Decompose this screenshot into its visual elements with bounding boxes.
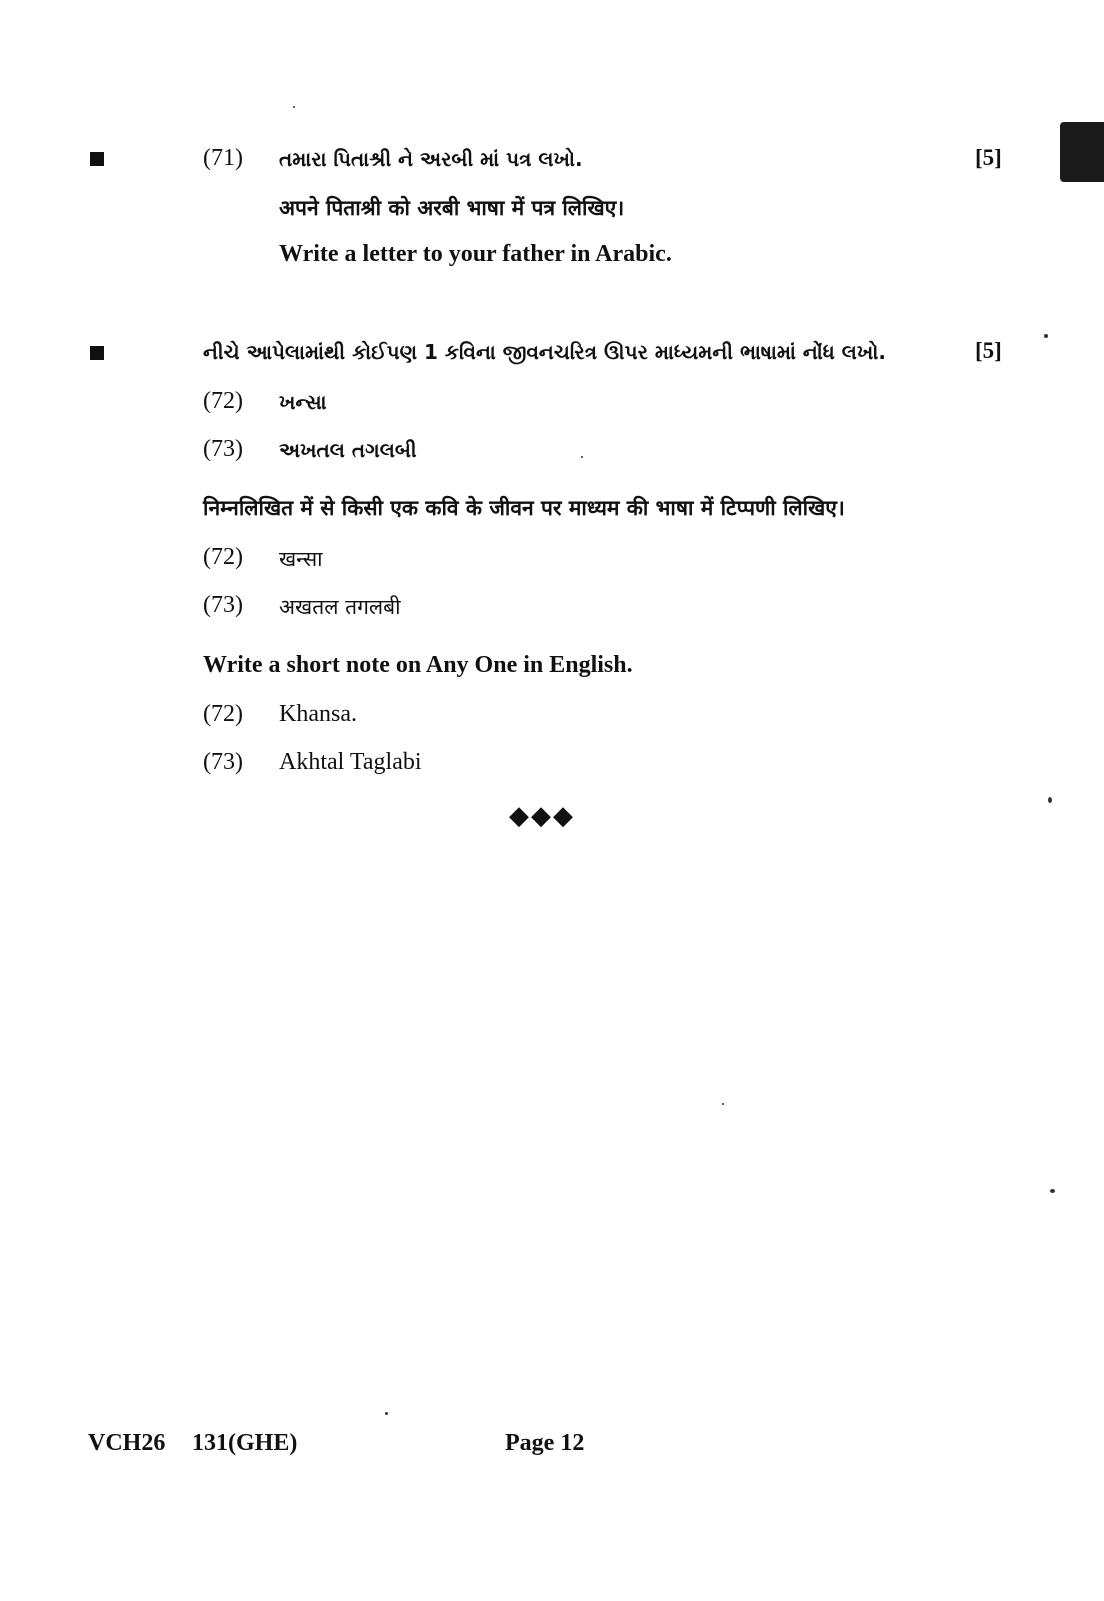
scan-speck [385, 1412, 388, 1415]
question-bullet [90, 346, 104, 360]
scan-speck [293, 106, 295, 108]
end-of-paper-marker: ◆◆◆ [509, 801, 575, 830]
scan-speck [1048, 797, 1052, 803]
scan-speck [722, 1103, 724, 1105]
instruction-gujarati: નીચે આપેલામાંથી કોઈપણ 1 કવિના જીવનચરિત્ર ઊપર માધ્યમની ભાષામાં નોંધ લખો. [203, 340, 886, 364]
question-number: (71) [203, 145, 243, 171]
option-number: (72) [203, 701, 243, 727]
page-edge-tab [1060, 122, 1104, 182]
question-text-gujarati: તમારા પિતાશ્રી ને અરબી માં પત્ર લખો. [279, 147, 583, 171]
option-number: (73) [203, 592, 243, 618]
question-text-english: Write a letter to your father in Arabic. [279, 241, 672, 267]
option-text-hindi: खन्सा [279, 547, 323, 571]
option-number: (72) [203, 544, 243, 570]
question-marks: [5] [975, 145, 1002, 170]
question-marks: [5] [975, 338, 1002, 363]
footer-code: VCH26 [88, 1430, 166, 1456]
option-text-gujarati: ખન્સા [279, 390, 327, 414]
option-text-gujarati: અખતલ તગલબી [279, 438, 417, 462]
option-number: (73) [203, 436, 243, 462]
option-text-english: Akhtal Taglabi [279, 749, 422, 775]
scan-speck [581, 456, 583, 458]
option-text-hindi: अखतल तगलबी [279, 595, 401, 619]
instruction-hindi: निम्नलिखित में से किसी एक कवि के जीवन पर माध्यम की भाषा में टिप्पणी लिखिए। [203, 496, 845, 520]
instruction-english: Write a short note on Any One in English. [203, 652, 633, 678]
option-text-english: Khansa. [279, 701, 357, 727]
question-bullet [90, 152, 104, 166]
footer-page-number: Page 12 [505, 1430, 585, 1456]
footer-paper-code: 131(GHE) [192, 1430, 298, 1456]
option-number: (72) [203, 388, 243, 414]
option-number: (73) [203, 749, 243, 775]
question-text-hindi: अपने पिताश्री को अरबी भाषा में पत्र लिखिए। [279, 196, 625, 220]
scan-speck [1044, 334, 1048, 338]
scan-speck [1050, 1189, 1055, 1193]
